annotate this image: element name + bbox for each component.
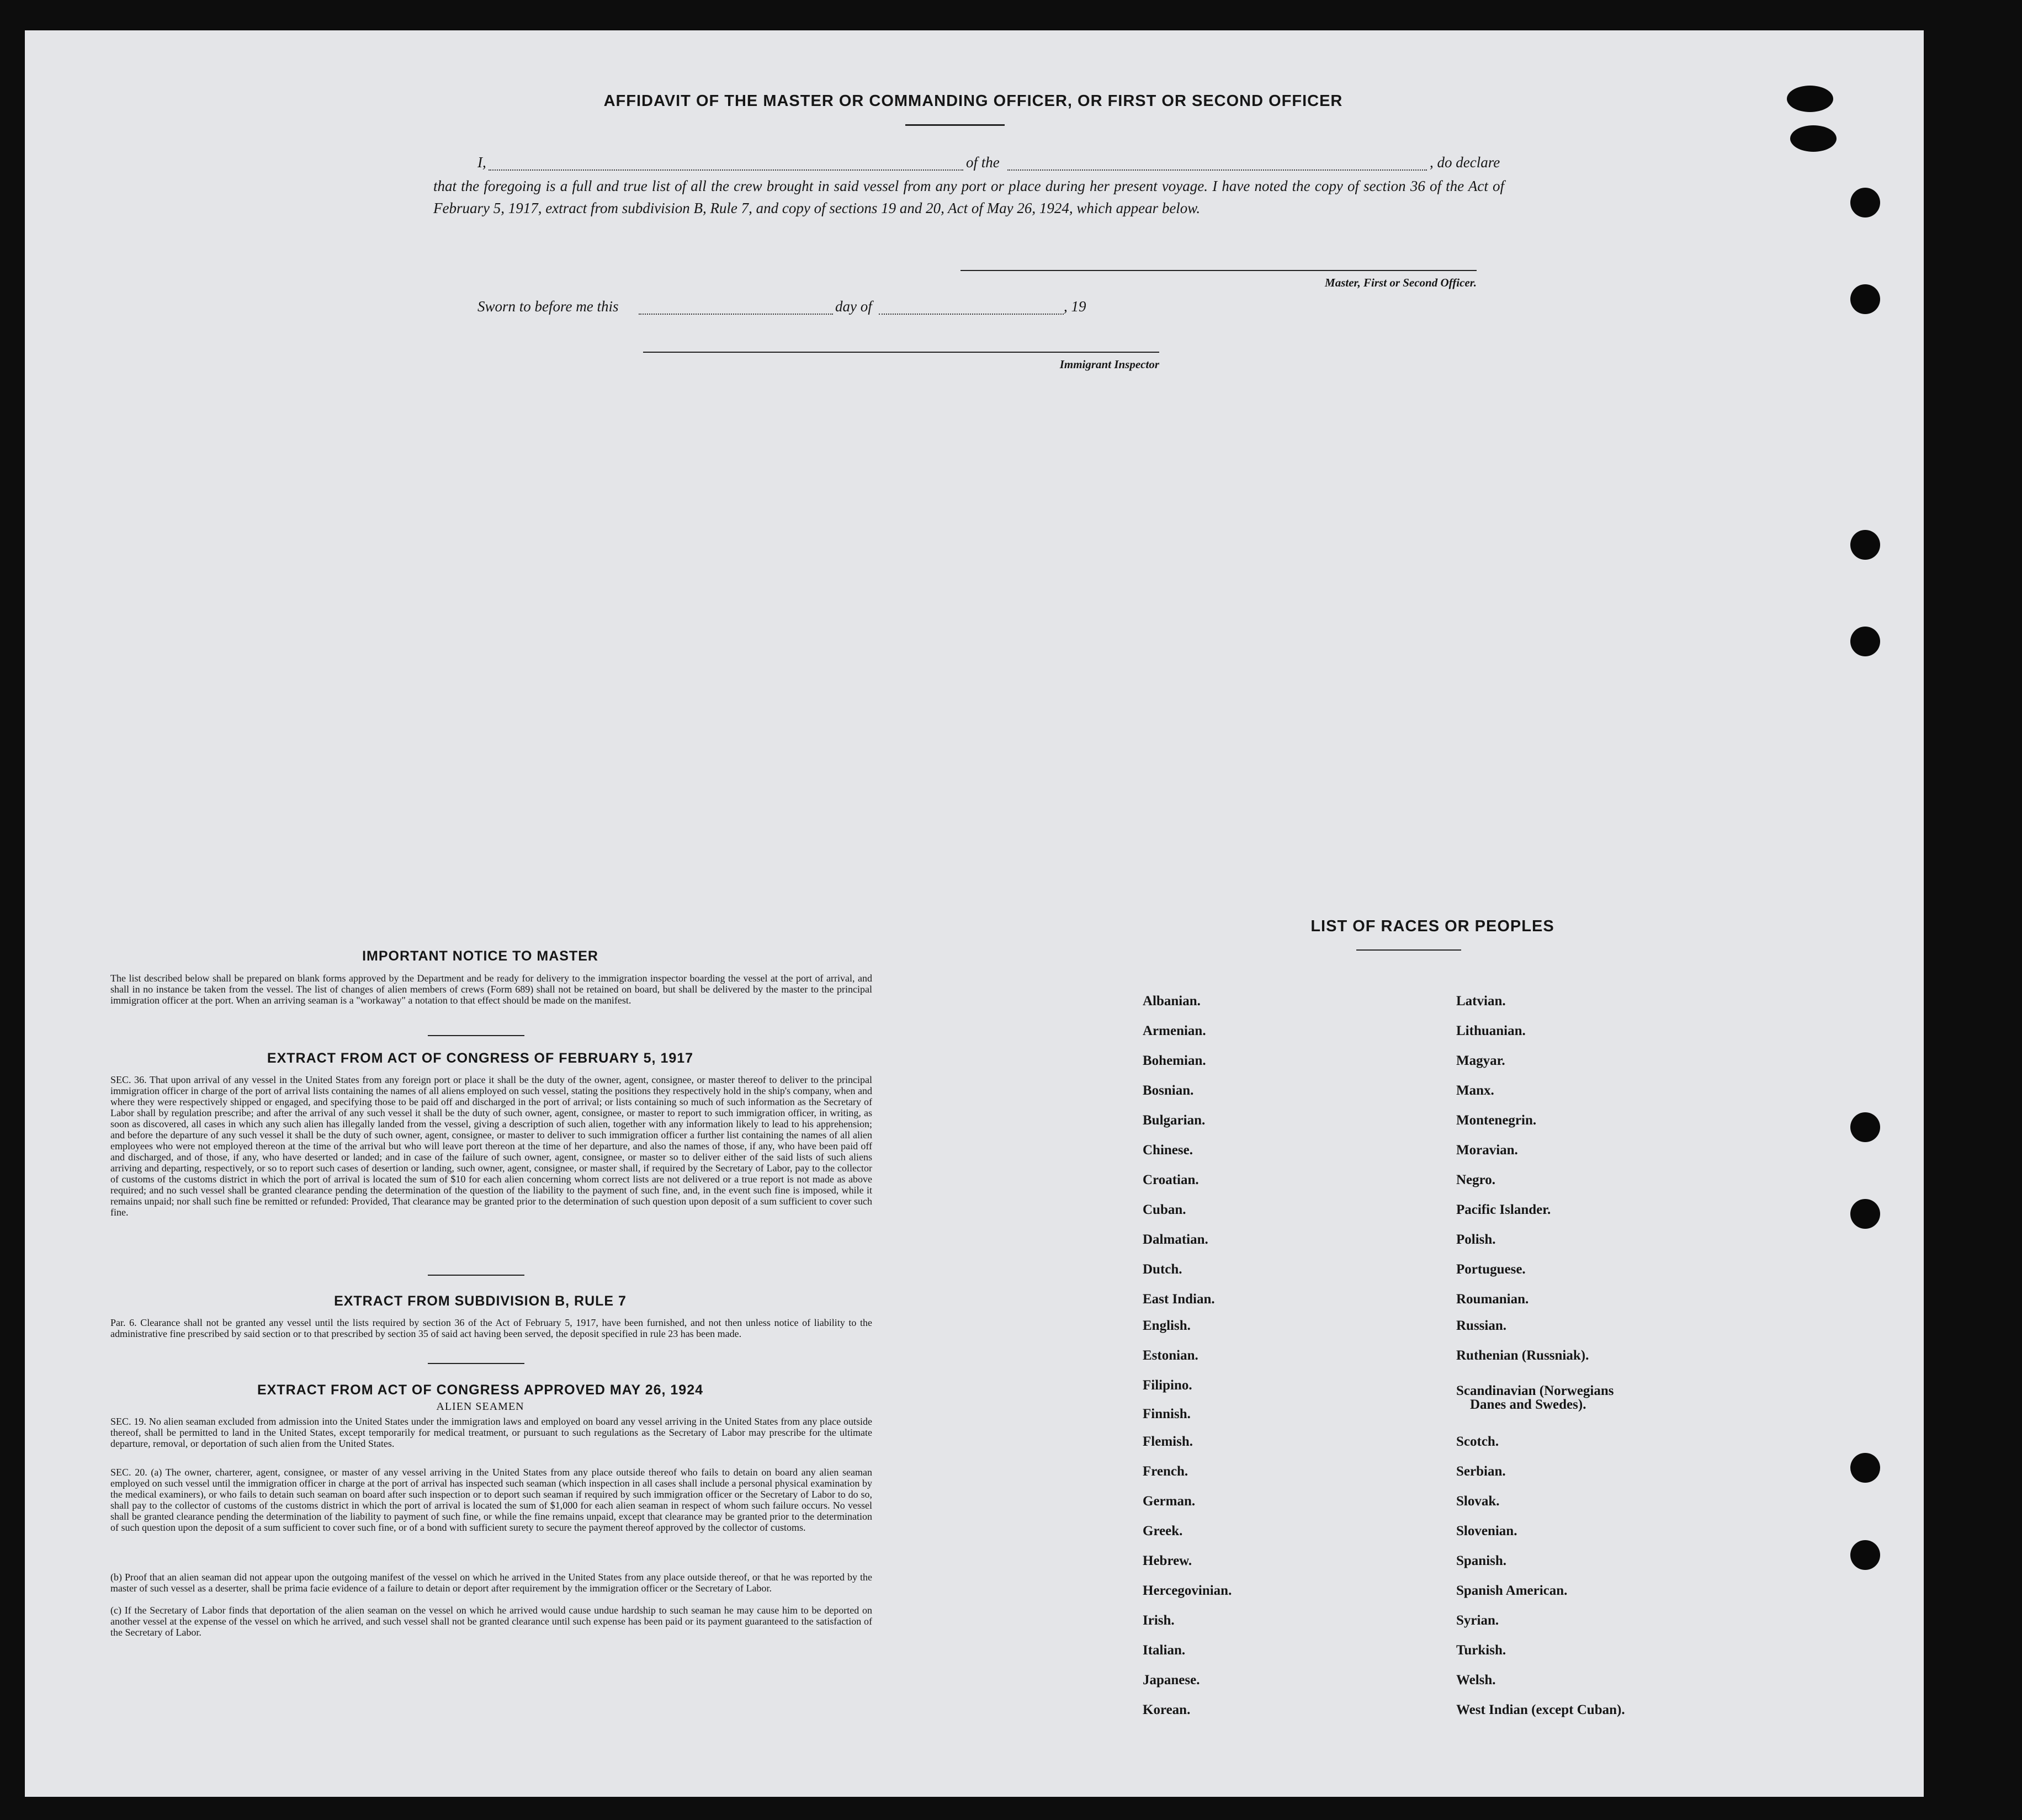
signature-label: Master, First or Second Officer.	[1325, 276, 1477, 289]
title-underline	[905, 124, 1005, 126]
notice-text: The list described below shall be prepared on blank forms approved by the Department and be ready for delivery to the immigration inspector boarding the vessel at the port of arrival, and shall in no instance be taken from the vessel. The list of changes of alien members of crews (Form 689) shall not be retained on board, but shall be delivered by the master to the principal immigration officer at the port. When an arriving seaman is a "workaway" a notation to that effect should be made on the manifest.	[110, 973, 872, 1006]
race-item: Bulgarian.	[1143, 1113, 1206, 1128]
race-item: Korean.	[1143, 1702, 1191, 1717]
punch-hole	[1850, 1540, 1880, 1570]
race-item: Welsh.	[1456, 1673, 1496, 1688]
race-item: Pacific Islander.	[1456, 1202, 1551, 1217]
race-item: Roumanian.	[1456, 1292, 1529, 1307]
extract-1917-title: EXTRACT FROM ACT OF CONGRESS OF FEBRUARY 5, 1917	[267, 1050, 694, 1066]
inspector-signature-line[interactable]	[643, 352, 1159, 353]
race-item: Russian.	[1456, 1318, 1507, 1333]
race-item: Syrian.	[1456, 1613, 1499, 1628]
race-item: Croatian.	[1143, 1172, 1199, 1187]
of-the-label: of the	[966, 154, 1000, 171]
race-item: Hebrew.	[1143, 1553, 1192, 1568]
sworn-day-field[interactable]	[639, 314, 833, 315]
race-item: Greek.	[1143, 1524, 1183, 1538]
race-item: Bohemian.	[1143, 1053, 1206, 1068]
divider-1	[428, 1035, 524, 1036]
race-item: Chinese.	[1143, 1143, 1193, 1158]
race-item: Slovenian.	[1456, 1524, 1517, 1538]
race-item: Slovak.	[1456, 1494, 1500, 1509]
extract-1924-title: EXTRACT FROM ACT OF CONGRESS APPROVED MAY 26, 1924	[257, 1382, 704, 1398]
race-item: Serbian.	[1456, 1464, 1506, 1479]
race-item: Albanian.	[1143, 994, 1201, 1009]
race-item: Turkish.	[1456, 1643, 1506, 1658]
inspector-label: Immigrant Inspector	[1059, 358, 1159, 371]
race-item: West Indian (except Cuban).	[1456, 1702, 1625, 1717]
race-item: Flemish.	[1143, 1434, 1193, 1449]
declarant-name-field[interactable]	[489, 169, 963, 171]
affidavit-body: that the foregoing is a full and true list of all the crew brought in said vessel from any port or place during her present voyage. I have noted the copy of section 36 of the Act of February 5, 1917, extract from subdivision B, Rule 7, and copy of sections 19 and 20, Act of May 26, 1924, which appear below.	[433, 178, 1504, 216]
extract-1924-subtitle: ALIEN SEAMEN	[436, 1400, 524, 1413]
punch-hole	[1850, 1453, 1880, 1483]
punch-hole	[1850, 1199, 1880, 1229]
extract-rule7-text: Par. 6. Clearance shall not be granted any vessel until the lists required by section 36 of the Act of February 5, 1917, have been furnished, and not then unless notice of liability to the administrative fine prescribed by said section or to that prescribed by section 35 of said act having been served, the deposit specified in rule 23 has been made.	[110, 1317, 872, 1339]
sworn-month-field[interactable]	[879, 314, 1064, 315]
race-item: Montenegrin.	[1456, 1113, 1537, 1128]
punch-hole	[1850, 627, 1880, 656]
notice-title: IMPORTANT NOTICE TO MASTER	[362, 948, 598, 964]
document-page	[25, 30, 1924, 1797]
punch-hole	[1850, 188, 1880, 217]
race-item: Bosnian.	[1143, 1083, 1194, 1098]
race-item: Irish.	[1143, 1613, 1175, 1628]
punch-hole	[1787, 86, 1833, 112]
race-item: Dutch.	[1143, 1262, 1182, 1277]
race-item: Portuguese.	[1456, 1262, 1526, 1277]
race-item: Finnish.	[1143, 1407, 1191, 1421]
race-item: Polish.	[1456, 1232, 1496, 1247]
race-item: Cuban.	[1143, 1202, 1186, 1217]
race-item: Lithuanian.	[1456, 1023, 1526, 1038]
sec-20a-text: SEC. 20. (a) The owner, charterer, agent, consignee, or master of any vessel arriving in the United States from any place outside thereof who fails to detain on board any alien seaman employed on such vessel until the immigration officer in charge at the port of arrival has inspected such seaman (which inspection in all cases shall include a personal physical examination by the medical examiners), or who fails to detain such seaman on board after such inspection or to deport such seaman if required by such immigration officer or the Secretary of Labor to do so, shall pay to the collector of customs of the customs district in which the port of arrival is located the sum of $1,000 for each alien seaman in respect of whom such failure occurs. No vessel shall be granted clearance pending the determination of the liability to payment of such fine, or while the fine remains unpaid, except that clearance may be granted prior to the determination of such question upon the deposit of a sum sufficient to cover such fine, or of a bond with sufficient surety to secure the payment thereof approved by the collector of customs.	[110, 1467, 872, 1533]
vessel-name-field[interactable]	[1007, 169, 1427, 171]
race-item: Scandinavian (Norwegians	[1456, 1383, 1614, 1398]
race-item: Estonian.	[1143, 1348, 1198, 1363]
race-item: Italian.	[1143, 1643, 1186, 1658]
punch-hole	[1790, 125, 1837, 152]
year-label: , 19	[1064, 298, 1086, 315]
race-item: Latvian.	[1456, 994, 1506, 1009]
race-item: Ruthenian (Russniak).	[1456, 1348, 1589, 1363]
i-label: I,	[477, 154, 486, 171]
race-item: German.	[1143, 1494, 1196, 1509]
race-item: Japanese.	[1143, 1673, 1200, 1688]
punch-hole	[1850, 530, 1880, 560]
sec-20b-text: (b) Proof that an alien seaman did not appear upon the outgoing manifest of the vessel on which he arrived in the United States from any place outside thereof, or that he was reported by the master of such vessel as a deserter, shall be prima facie evidence of a failure to detain or deport after requirement by the immigration officer or the Secretary of Labor.	[110, 1572, 872, 1594]
punch-hole	[1850, 284, 1880, 314]
race-item: East Indian.	[1143, 1292, 1215, 1307]
sec-19-text: SEC. 19. No alien seaman excluded from admission into the United States under the immigration laws and employed on board any vessel arriving in the United States from any place outside thereof, shall be permitted to land in the United States, except temporarily for medical treatment, or pursuant to such regulations as the Secretary of Labor may prescribe for the ultimate departure, removal, or deportation of such alien from the United States.	[110, 1416, 872, 1449]
race-item: English.	[1143, 1318, 1191, 1333]
race-item: French.	[1143, 1464, 1188, 1479]
signature-line[interactable]	[960, 270, 1477, 271]
race-item: Hercegovinian.	[1143, 1583, 1232, 1598]
punch-hole	[1850, 1112, 1880, 1142]
race-item: Danes and Swedes).	[1470, 1397, 1586, 1412]
race-item: Moravian.	[1456, 1143, 1518, 1158]
sworn-label: Sworn to before me this	[477, 298, 619, 315]
races-title: LIST OF RACES OR PEOPLES	[1310, 917, 1554, 935]
race-item: Spanish American.	[1456, 1583, 1568, 1598]
divider-3	[428, 1363, 524, 1364]
race-item: Negro.	[1456, 1172, 1496, 1187]
race-item: Spanish.	[1456, 1553, 1507, 1568]
race-item: Filipino.	[1143, 1378, 1192, 1393]
affidavit-title: AFFIDAVIT OF THE MASTER OR COMMANDING OFFICER, OR FIRST OR SECOND OFFICER	[603, 92, 1343, 110]
race-item: Dalmatian.	[1143, 1232, 1208, 1247]
extract-1917-text: SEC. 36. That upon arrival of any vessel in the United States from any foreign port or place it shall be the duty of the owner, agent, consignee, or master thereof to deliver to the principal immigration officer in charge of the port of arrival lists containing the names of all aliens employed on such vessel, stating the positions they respectively hold in the ship's company, when and where they were respectively shipped or engaged, and specifying those to be paid off and discharged in the port of arrival; or lists containing so much of such information as the Secretary of Labor shall by regulation prescribe; and after the arrival of any such vessel it shall be the duty of such owner, agent, consignee, or master to report to such immigration officer, in writing, as soon as discovered, all cases in which any such alien has illegally landed from the vessel, giving a description of such alien, together with any information likely to lead to his apprehension; and before the departure of any such vessel it shall be the duty of such owner, agent, consignee, or master to deliver to such immigration officer a further list containing the names of all alien employees who were not employed thereon at the time of the arrival but who will leave port thereon at the time of her departure, and also the names of those, if any, who have been paid off and discharged, and of those, if any, who have deserted or landed; and in case of the failure of such owner, agent, consignee, or master so to deliver either of the said lists of such aliens arriving and departing, respectively, or so to report such cases of desertion or landing, such owner, agent, consignee, or master shall, if required by the Secretary of Labor, pay to the collector of customs of the customs district in which the port of arrival is located the sum of $10 for each alien concerning whom correct lists are not delivered or a true report is not made as above required; and no such vessel shall be granted clearance pending the determination of the question of the liability to the payment of such fine, and, in the event such fine is imposed, while it remains unpaid; nor shall such fine be remitted or refunded: Provided, That clearance may be granted prior to the determination of such question upon deposit of a sum sufficient to cover such fine.	[110, 1074, 872, 1218]
extract-rule7-title: EXTRACT FROM SUBDIVISION B, RULE 7	[334, 1293, 627, 1309]
race-item: Manx.	[1456, 1083, 1494, 1098]
race-item: Magyar.	[1456, 1053, 1505, 1068]
day-of-label: day of	[835, 298, 872, 315]
race-item: Armenian.	[1143, 1023, 1206, 1038]
sec-20c-text: (c) If the Secretary of Labor finds that deportation of the alien seaman on the vessel on which he arrived would cause undue hardship to such seaman he may cause him to be deported on another vessel at the expense of the vessel on which he arrived, and such vessel shall not be granted clearance until such expense has been paid or its payment guaranteed to the satisfaction of the Secretary of Labor.	[110, 1605, 872, 1638]
sworn-line	[477, 298, 1140, 318]
do-declare-label: , do declare	[1430, 154, 1500, 171]
divider-2	[428, 1275, 524, 1276]
declarant-line	[477, 154, 1504, 174]
races-title-underline	[1356, 949, 1461, 951]
race-item: Scotch.	[1456, 1434, 1499, 1449]
